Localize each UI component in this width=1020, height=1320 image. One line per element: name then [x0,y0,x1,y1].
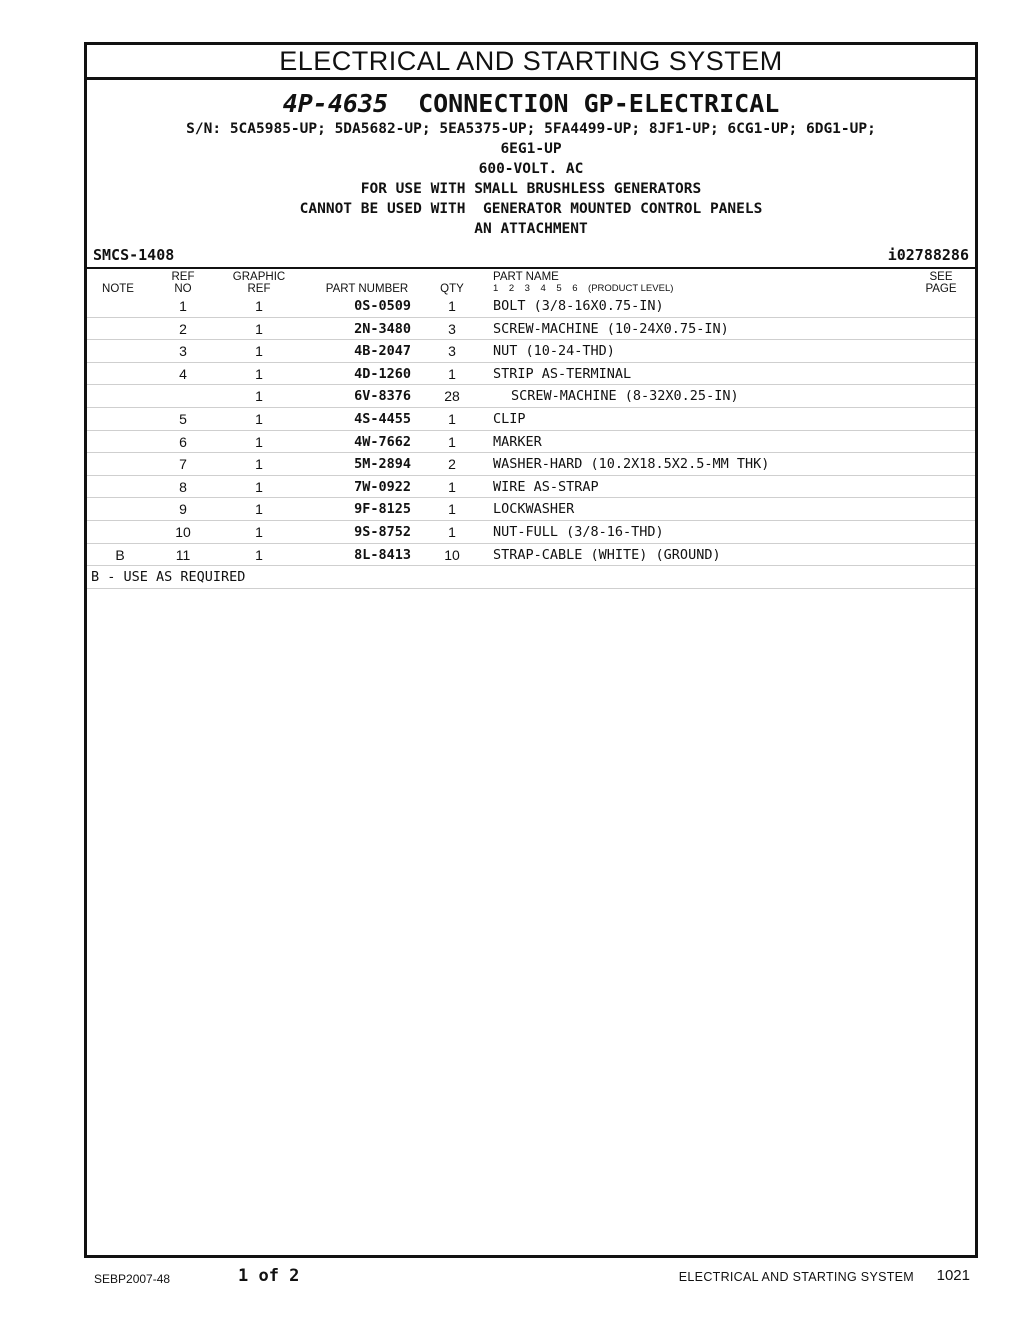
part-number-cell: 4W-7662 [354,433,411,450]
col-graphic-ref: GRAPHIC REF [232,271,286,295]
part-number-cell: 4D-1260 [354,365,411,382]
info-line: 6EG1-UP [500,141,562,157]
table-row [87,318,975,341]
illustration-id: i02788286 [887,246,969,264]
part-number-cell: 4S-4455 [354,410,411,427]
table-row [87,363,975,386]
section-title: ELECTRICAL AND STARTING SYSTEM [87,45,975,80]
part-name-title: CONNECTION GP-ELECTRICAL [418,89,780,118]
part-number-cell: 0S-0509 [354,298,411,314]
table-row [87,476,975,499]
table-row [87,521,975,544]
smcs-code: SMCS-1408 [93,246,175,264]
footer-doc-id: SEBP2007-48 [94,1272,171,1286]
note-cell: B [115,546,125,563]
qty-cell: 1 [448,433,456,450]
info-line: FOR USE WITH SMALL BRUSHLESS GENERATORS [360,181,702,197]
graphic-ref-cell: 1 [255,478,263,495]
qty-cell: 1 [448,410,456,427]
graphic-ref-cell: 1 [255,433,263,450]
graphic-ref-cell: 1 [255,388,263,405]
part-number-cell: 6V-8376 [354,388,411,405]
graphic-ref-cell: 1 [255,298,263,314]
footer-page-number: 1021 [936,1267,970,1284]
part-name-cell: SCREW-MACHINE (10-24X0.75-IN) [493,320,729,337]
footer-page-count: 1 of 2 [238,1266,300,1286]
graphic-ref-cell: 1 [255,343,263,360]
table-row [87,453,975,476]
page-frame [84,42,978,1258]
ref-no-cell: 4 [179,365,187,382]
graphic-ref-cell: 1 [255,320,263,337]
qty-cell: 1 [448,501,456,518]
col-note: NOTE [102,283,134,295]
part-number-cell: 8L-8413 [354,546,411,563]
qty-cell: 1 [448,365,456,382]
header-divider [87,267,975,269]
part-name-cell: MARKER [493,433,542,450]
ref-no-cell: 11 [175,546,191,563]
ref-no-cell: 1 [179,298,187,314]
parts-table [87,295,975,589]
part-name-cell: STRAP-CABLE (WHITE) (GROUND) [493,546,721,563]
qty-cell: 1 [448,298,456,314]
part-number-title: 4P-4635 [282,89,389,118]
qty-cell: 28 [444,388,460,405]
table-row [87,295,975,318]
part-title [87,89,975,119]
part-name-cell: CLIP [493,410,526,427]
part-name-cell: STRIP AS-TERMINAL [493,365,632,382]
qty-cell: 2 [448,456,456,473]
qty-cell: 3 [448,343,456,360]
graphic-ref-cell: 1 [255,546,263,563]
table-row [87,498,975,521]
graphic-ref-cell: 1 [255,456,263,473]
footer-section: ELECTRICAL AND STARTING SYSTEM [678,1270,914,1284]
table-row [87,544,975,567]
info-line: AN ATTACHMENT [474,221,588,237]
part-name-cell: NUT-FULL (3/8-16-THD) [493,523,664,540]
ref-no-cell: 10 [175,523,191,540]
qty-cell: 3 [448,320,456,337]
graphic-ref-cell: 1 [255,365,263,382]
graphic-ref-cell: 1 [255,501,263,518]
part-name-cell: NUT (10-24-THD) [493,343,615,360]
ref-no-cell: 3 [179,343,187,360]
part-name-cell: LOCKWASHER [493,501,575,518]
part-name-cell: WIRE AS-STRAP [493,478,599,495]
ref-no-cell: 9 [179,501,187,518]
part-number-cell: 9F-8125 [354,501,411,518]
col-ref: REF NO [171,271,195,295]
part-number-cell: 5M-2894 [354,456,411,473]
graphic-ref-cell: 1 [255,523,263,540]
qty-cell: 1 [448,523,456,540]
info-line: 600-VOLT. AC [478,161,584,177]
table-row [87,431,975,454]
part-number-cell: 7W-0922 [354,478,411,495]
info-line: S/N: 5CA5985-UP; 5DA5682-UP; 5EA5375-UP; 5FA4499-UP; 8JF1-UP; 6CG1-UP; 6DG1-UP; [186,121,876,137]
ref-no-cell: 5 [179,410,187,427]
ref-no-cell: 2 [179,320,187,337]
part-name-cell: BOLT (3/8-16X0.75-IN) [493,298,664,314]
ref-no-cell: 7 [179,456,187,473]
col-part-number: PART NUMBER [325,283,409,295]
ref-no-cell: 6 [179,433,187,450]
col-part-name: PART NAME 1 2 3 4 5 6 (PRODUCT LEVEL) [493,271,674,294]
qty-cell: 10 [444,546,460,563]
qty-cell: 1 [448,478,456,495]
part-number-cell: 4B-2047 [354,343,411,360]
footnote-text: B - USE AS REQUIRED [91,569,246,586]
table-row [87,385,975,408]
serial-info [87,119,975,239]
ref-no-cell: 8 [179,478,187,495]
table-row [87,408,975,431]
product-level: 1 2 3 4 5 6 (PRODUCT LEVEL) [493,283,674,294]
part-number-cell: 2N-3480 [354,320,411,337]
part-name-cell: WASHER-HARD (10.2X18.5X2.5-MM THK) [493,456,770,473]
col-see-page: SEE PAGE [925,271,957,295]
table-row [87,340,975,363]
info-line: CANNOT BE USED WITH GENERATOR MOUNTED CONTROL PANELS [299,201,763,217]
footnote-row [87,566,975,589]
part-name-cell: SCREW-MACHINE (8-32X0.25-IN) [511,388,739,405]
part-number-cell: 9S-8752 [354,523,411,540]
col-qty: QTY [440,283,464,295]
graphic-ref-cell: 1 [255,410,263,427]
